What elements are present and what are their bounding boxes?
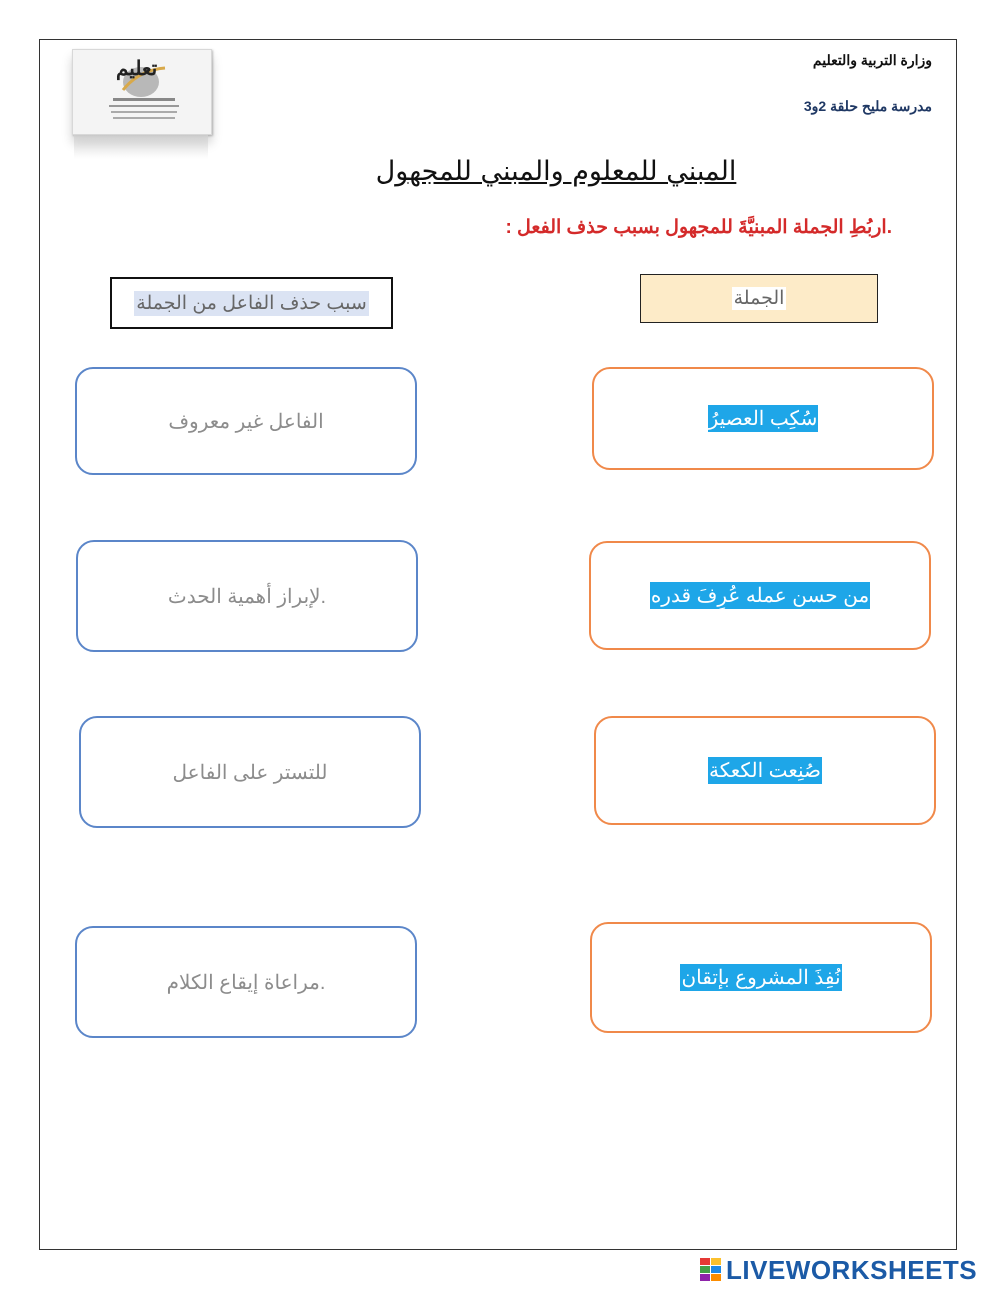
sentence-header-label: الجملة — [733, 288, 785, 309]
sentence-box-1[interactable] — [592, 367, 934, 470]
brand-name: LIVEWORKSHEETS — [726, 1254, 978, 1285]
sentence-text: نُفِذَ المشروع بإتقان — [680, 964, 841, 991]
sentence-text: سُكِب العصيرُ — [708, 405, 819, 432]
logo-text: تعليم — [116, 56, 158, 80]
reason-box-1[interactable] — [75, 367, 417, 475]
sentence-box-3[interactable] — [594, 716, 936, 825]
sentence-box-4[interactable] — [590, 922, 932, 1033]
liveworksheets-brand[interactable] — [700, 1256, 977, 1284]
logo-reflection — [74, 135, 208, 159]
reason-text: .مراعاة إيقاع الكلام — [166, 971, 326, 994]
liveworksheets-logo-icon — [700, 1258, 722, 1282]
reason-text: الفاعل غير معروف — [168, 410, 324, 433]
reason-header-label: سبب حذف الفاعل من الجملة — [136, 292, 367, 314]
reason-box-2[interactable] — [76, 540, 418, 652]
reason-column-header — [110, 277, 393, 329]
instruction-text: .اربُطِ الجملة المبنيَّةَ للمجهول بسبب حذف الفعل : — [505, 217, 892, 238]
reason-text: .لإبراز أهمية الحدث — [167, 585, 327, 608]
sentence-column-header — [640, 274, 878, 323]
sentence-text: صُنِعت الكعكة — [708, 757, 822, 784]
reason-box-3[interactable] — [79, 716, 421, 828]
reason-text: للتستر على الفاعل — [172, 761, 328, 784]
reason-box-4[interactable] — [75, 926, 417, 1038]
sentence-text: من حسن عمله عُرِفَ قدره — [650, 582, 870, 609]
ministry-name: وزارة التربية والتعليم — [812, 52, 932, 68]
sentence-box-2[interactable] — [589, 541, 931, 650]
school-name: مدرسة مليح حلقة 2و3 — [803, 98, 932, 114]
page-title: المبني للمعلوم والمبني للمجهول — [375, 156, 737, 187]
